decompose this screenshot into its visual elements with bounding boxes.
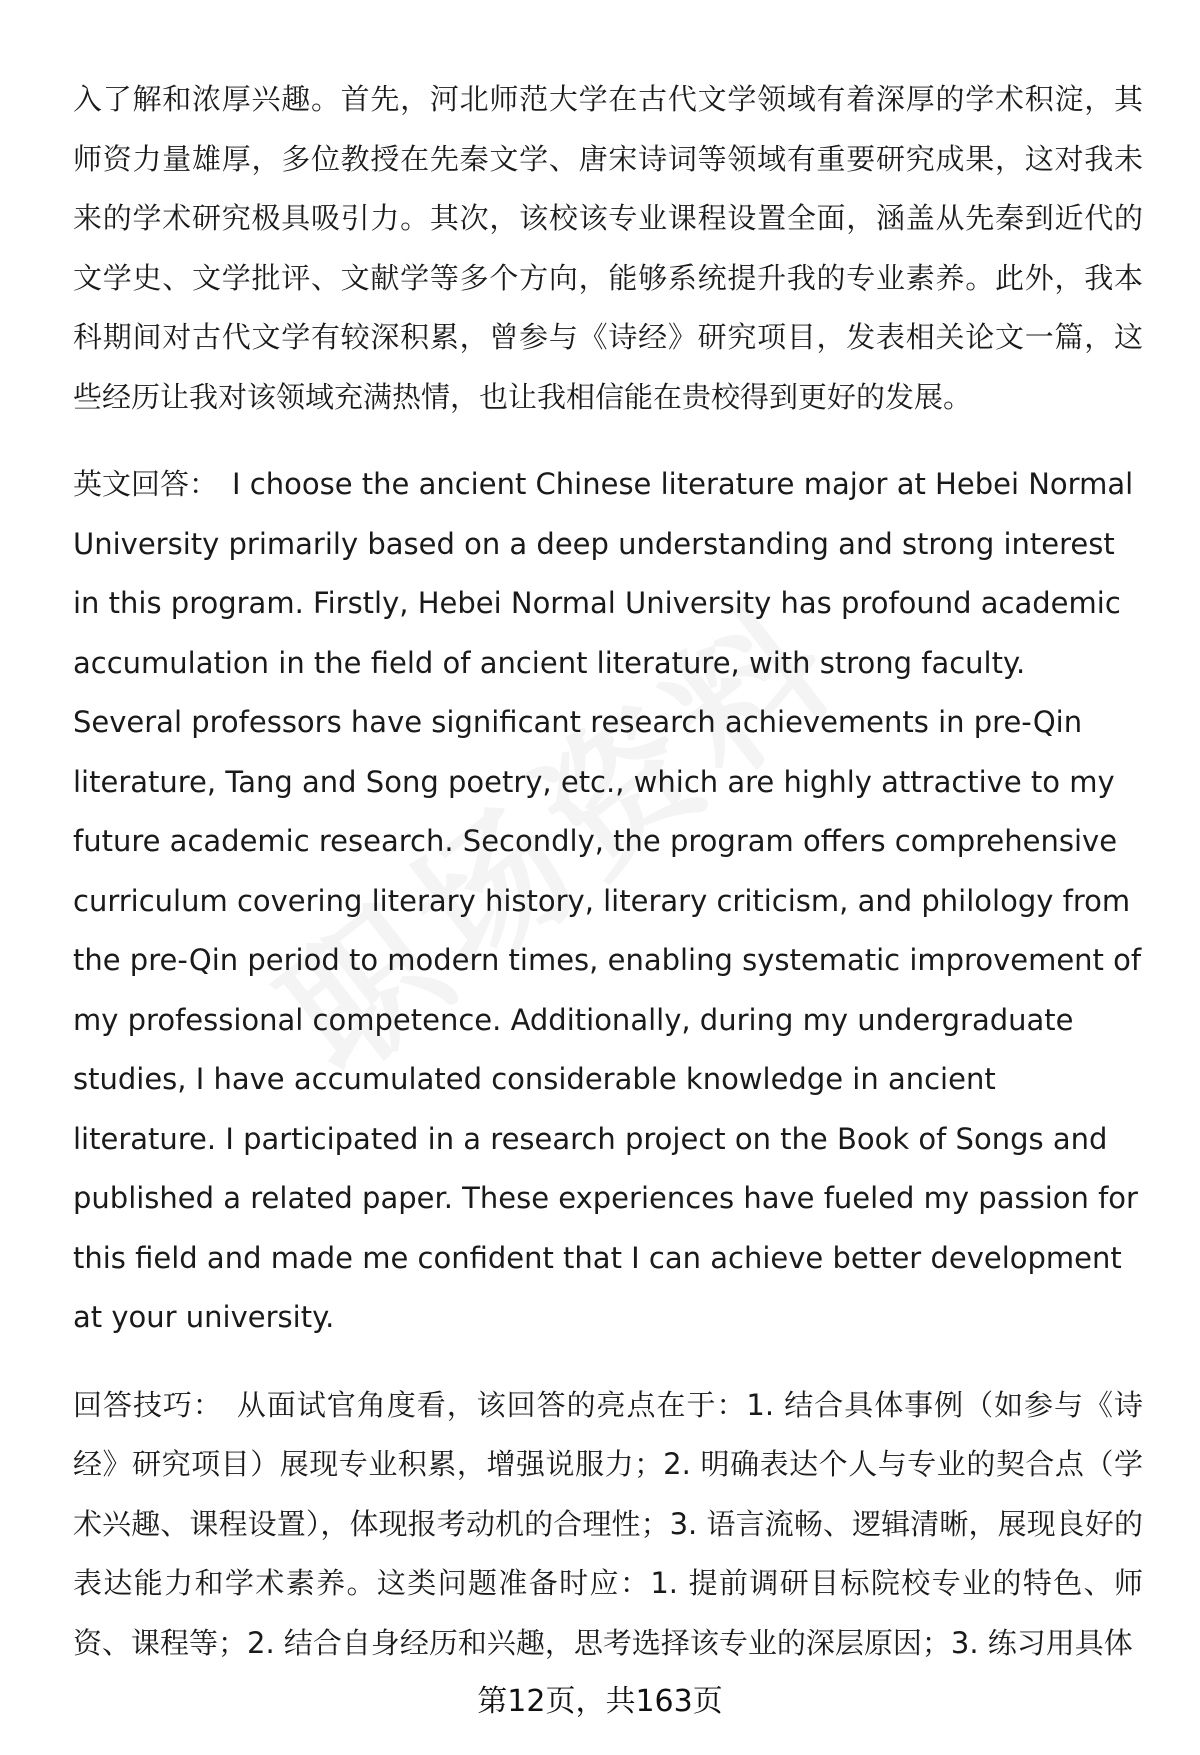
english-answer-text: I choose the ancient Chinese literature major at Hebei Normal University primarily based on a deep understanding and strong interest in this program. Firstly, Hebei Normal University has profound academic accumulation in the field of ancient literature, with strong faculty. Several professors have significant research achievements in pre-Qin literature, Tang and Song poetry, etc., which are highly attractive to my future academic research. Secondly, the program offers comprehensive curriculum covering literary history, literary criticism, and philology from the pre-Qin period to modern times, enabling systematic improvement of my professional competence. Additionally, during my undergraduate studies, I have accumulated considerable knowledge in ancient literature. I participated in a research project on the Book of Songs and published a related paper. These experiences have fueled my passion for this field and made me confident that I can achieve better development at your university. xyxy=(73,467,1142,1334)
tips-text: 从面试官角度看，该回答的亮点在于：1. 结合具体事例（如参与《诗经》研究项目）展现专业积累，增强说服力；2. 明确表达个人与专业的契合点（学术兴趣、课程设置），体现报考动机的合理性；3. 语言流畅、逻辑清晰，展现良好的表达能力和学术素养。这类问题准备时应：1. 提前调研目标院校专业的特色、师资、课程等；2. 结合自身经历和兴趣，思考选择该专业的深层原因；3. 练习用具体 xyxy=(73,1387,1143,1660)
english-answer-label: 英文回答： xyxy=(73,467,219,501)
intro-paragraph: 入了解和浓厚兴趣。首先，河北师范大学在古代文学领域有着深厚的学术积淀，其师资力量雄厚，多位教授在先秦文学、唐宋诗词等领域有重要研究成果，这对我未来的学术研究极具吸引力。其次，该校该专业课程设置全面，涵盖从先秦到近代的文学史、文学批评、文献学等多个方向，能够系统提升我的专业素养。此外，我本科期间对古代文学有较深积累，曾参与《诗经》研究项目，发表相关论文一篇，这些经历让我对该领域充满热情，也让我相信能在贵校得到更好的发展。 xyxy=(73,82,1143,414)
english-answer-paragraph xyxy=(73,455,1143,1348)
tips-label: 回答技巧： xyxy=(73,1387,223,1422)
document-body xyxy=(73,70,1143,1701)
tips-paragraph xyxy=(73,1376,1143,1674)
page-number: 第12页，共163页 xyxy=(477,1684,723,1719)
